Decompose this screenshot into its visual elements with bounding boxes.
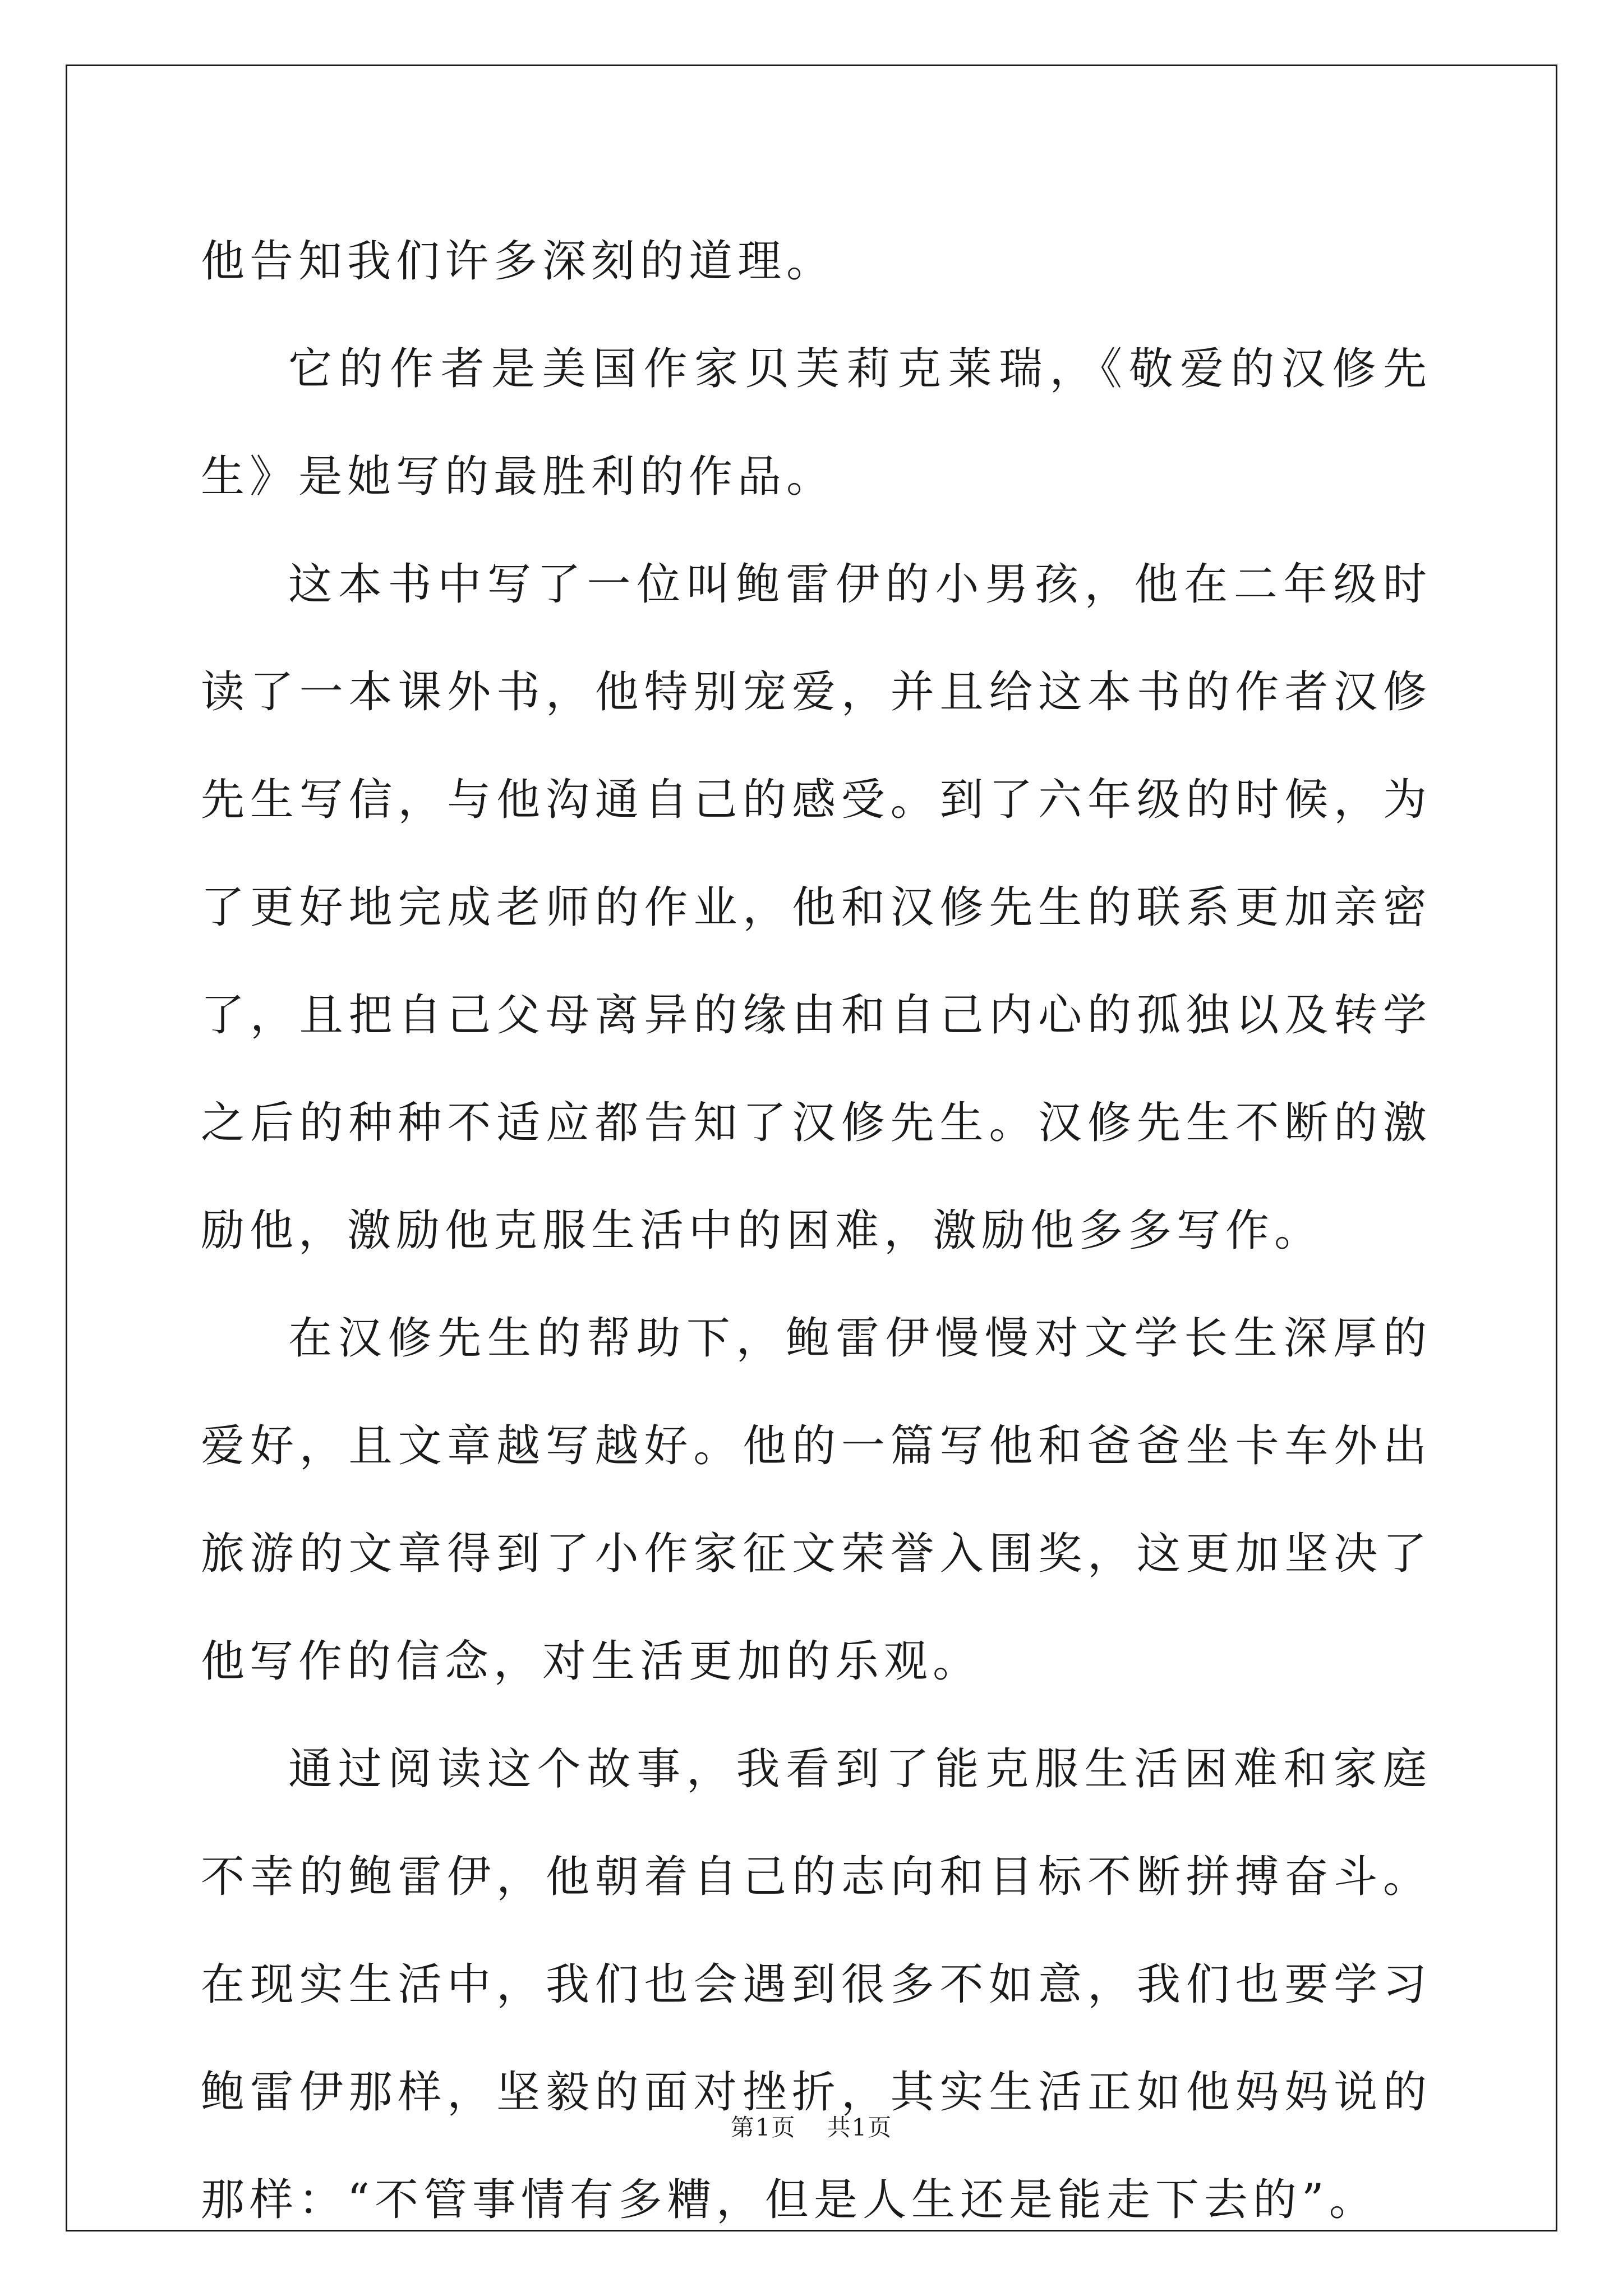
page-number-current: 第1页 <box>730 2114 796 2141</box>
page-footer <box>0 2109 1623 2143</box>
paragraph-1: 他告知我们许多深刻的道理。 <box>201 236 836 287</box>
document-body <box>201 208 1432 2254</box>
paragraph-5: 通过阅读这个故事，我看到了能克服生活困难和家庭不幸的鲍雷伊，他朝着自己的志向和目标不断拼搏奋斗。在现实生活中，我们也会遇到很多不如意，我们也要学习鲍雷伊那样，坚毅的面对挫折，其实生活正如他妈妈说的那样：“不管事情有多糟，但是人生还是能走下去的”。 <box>201 1744 1432 2225</box>
paragraph-2: 它的作者是美国作家贝芙莉克莱瑞，《敬爱的汉修先生》是她写的最胜利的作品。 <box>201 344 1432 502</box>
paragraph-4: 在汉修先生的帮助下，鲍雷伊慢慢对文学长生深厚的爱好，且文章越写越好。他的一篇写他和爸爸坐卡车外出旅游的文章得到了小作家征文荣誉入围奖，这更加坚决了他写作的信念，对生活更加的乐观。 <box>201 1313 1432 1687</box>
page-number-total: 共1页 <box>827 2114 893 2141</box>
paragraph-3: 这本书中写了一位叫鲍雷伊的小男孩，他在二年级时读了一本课外书，他特别宠爱，并且给这本书的作者汉修先生写信，与他沟通自己的感受。到了六年级的时候，为了更好地完成老师的作业，他和汉修先生的联系更加亲密了，且把自己父母离异的缘由和自己内心的孤独以及转学之后的种种不适应都告知了汉修先生。汉修先生不断的激励他，激励他克服生活中的困难，激励他多多写作。 <box>201 559 1432 1256</box>
